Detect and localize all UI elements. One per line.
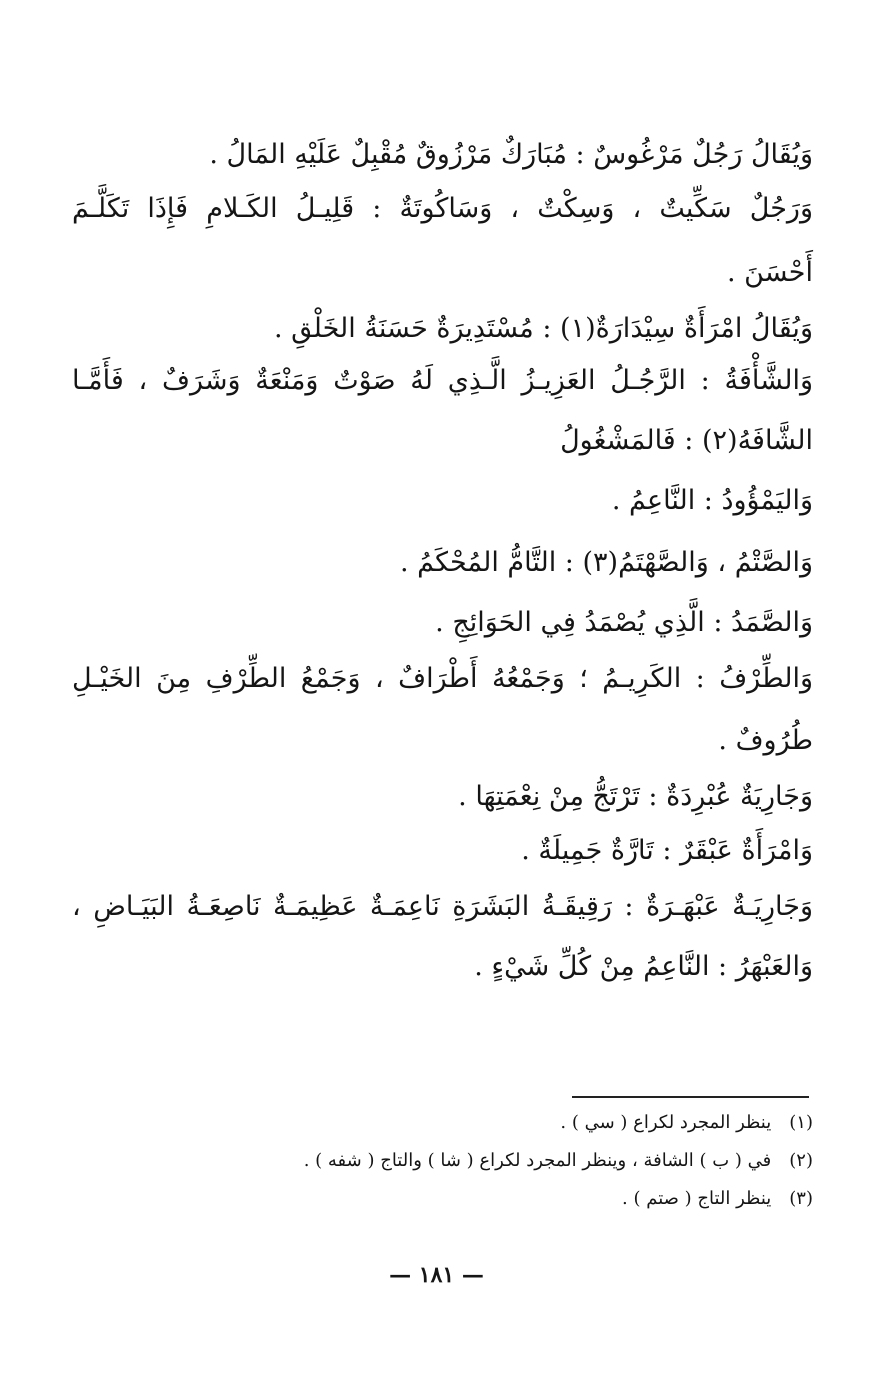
text-line-8: وَالصَّتْمُ ، وَالصَّهْتَمُ(٣) : التَّامُّ المُحْكَمُ . xyxy=(400,547,813,578)
footnote-number: (١) xyxy=(789,1112,813,1133)
text-line-5: وَالشَّأْفَةُ : الرَّجُـلُ العَزِيـزُ الَّـذِي لَهُ صَوْتٌ وَمَنْعَةٌ وَشَرَفٌ ، فَأَمَّـا xyxy=(72,365,813,396)
footnote-text: ينظر التاج ( صتم ) . xyxy=(622,1188,772,1209)
footnote-number: (٢) xyxy=(789,1150,813,1171)
footnote-3 xyxy=(622,1186,813,1212)
text-line-7: وَاليَمْؤُودُ : النَّاعِمُ . xyxy=(611,485,813,516)
text-line-1: وَيُقَالُ رَجُلٌ مَرْغُوسٌ : مُبَارَكٌ مَرْزُوقٌ مُقْبِلٌ عَلَيْهِ المَالُ . xyxy=(209,139,813,170)
text-line-11: طُرُوفٌ . xyxy=(718,725,813,756)
text-line-4: وَيُقَالُ امْرَأَةٌ سِيْدَارَةٌ(١) : مُسْتَدِيرَةٌ حَسَنَةُ الخَلْقِ . xyxy=(274,313,813,344)
footnote-number: (٣) xyxy=(789,1188,813,1209)
footnote-divider xyxy=(572,1096,809,1098)
text-line-9: وَالصَّمَدُ : الَّذِي يُصْمَدُ فِي الحَوَائِجِ . xyxy=(435,607,813,638)
footnote-1 xyxy=(560,1110,813,1136)
footnote-2 xyxy=(304,1148,813,1174)
page-number: — ١٨١ — xyxy=(389,1262,484,1288)
footnote-text: في ( ب ) الشافة ، وينظر المجرد لكراع ( شا ) والتاج ( شفه ) . xyxy=(303,1150,772,1171)
text-line-13: وَامْرَأَةٌ عَبْقَرٌ : تَارَّةٌ جَمِيلَةٌ . xyxy=(521,835,813,866)
text-line-15: وَالعَبْهَرُ : النَّاعِمُ مِنْ كُلِّ شَيْءٍ . xyxy=(474,951,813,982)
text-line-14: وَجَارِيَـةٌ عَبْهَـرَةٌ : رَقِيقَـةُ البَشَرَةِ نَاعِمَـةٌ عَظِيمَـةٌ نَاصِعَـةُ البَيَـاضِ ، xyxy=(72,891,813,922)
footnote-text: ينظر المجرد لكراع ( سي ) . xyxy=(560,1112,772,1133)
text-line-10: وَالطِّرْفُ : الكَرِيـمُ ؛ وَجَمْعُهُ أَطْرَافٌ ، وَجَمْعُ الطِّرْفِ مِنَ الخَيْـلِ xyxy=(72,663,813,694)
text-line-12: وَجَارِيَةٌ عُبْرِدَةٌ : تَرْتَجُّ مِنْ نِعْمَتِهَا . xyxy=(458,781,813,812)
text-line-6: الشَّافَهُ(٢) : فَالمَشْغُولُ xyxy=(560,425,813,456)
text-line-3: أَحْسَنَ . xyxy=(727,257,813,288)
text-line-2: وَرَجُلٌ سَكِّيتٌ ، وَسِكْتٌ ، وَسَاكُوتَةٌ : قَلِيـلُ الكَـلامِ فَإِذَا تَكَلَّـمَ xyxy=(72,193,813,224)
